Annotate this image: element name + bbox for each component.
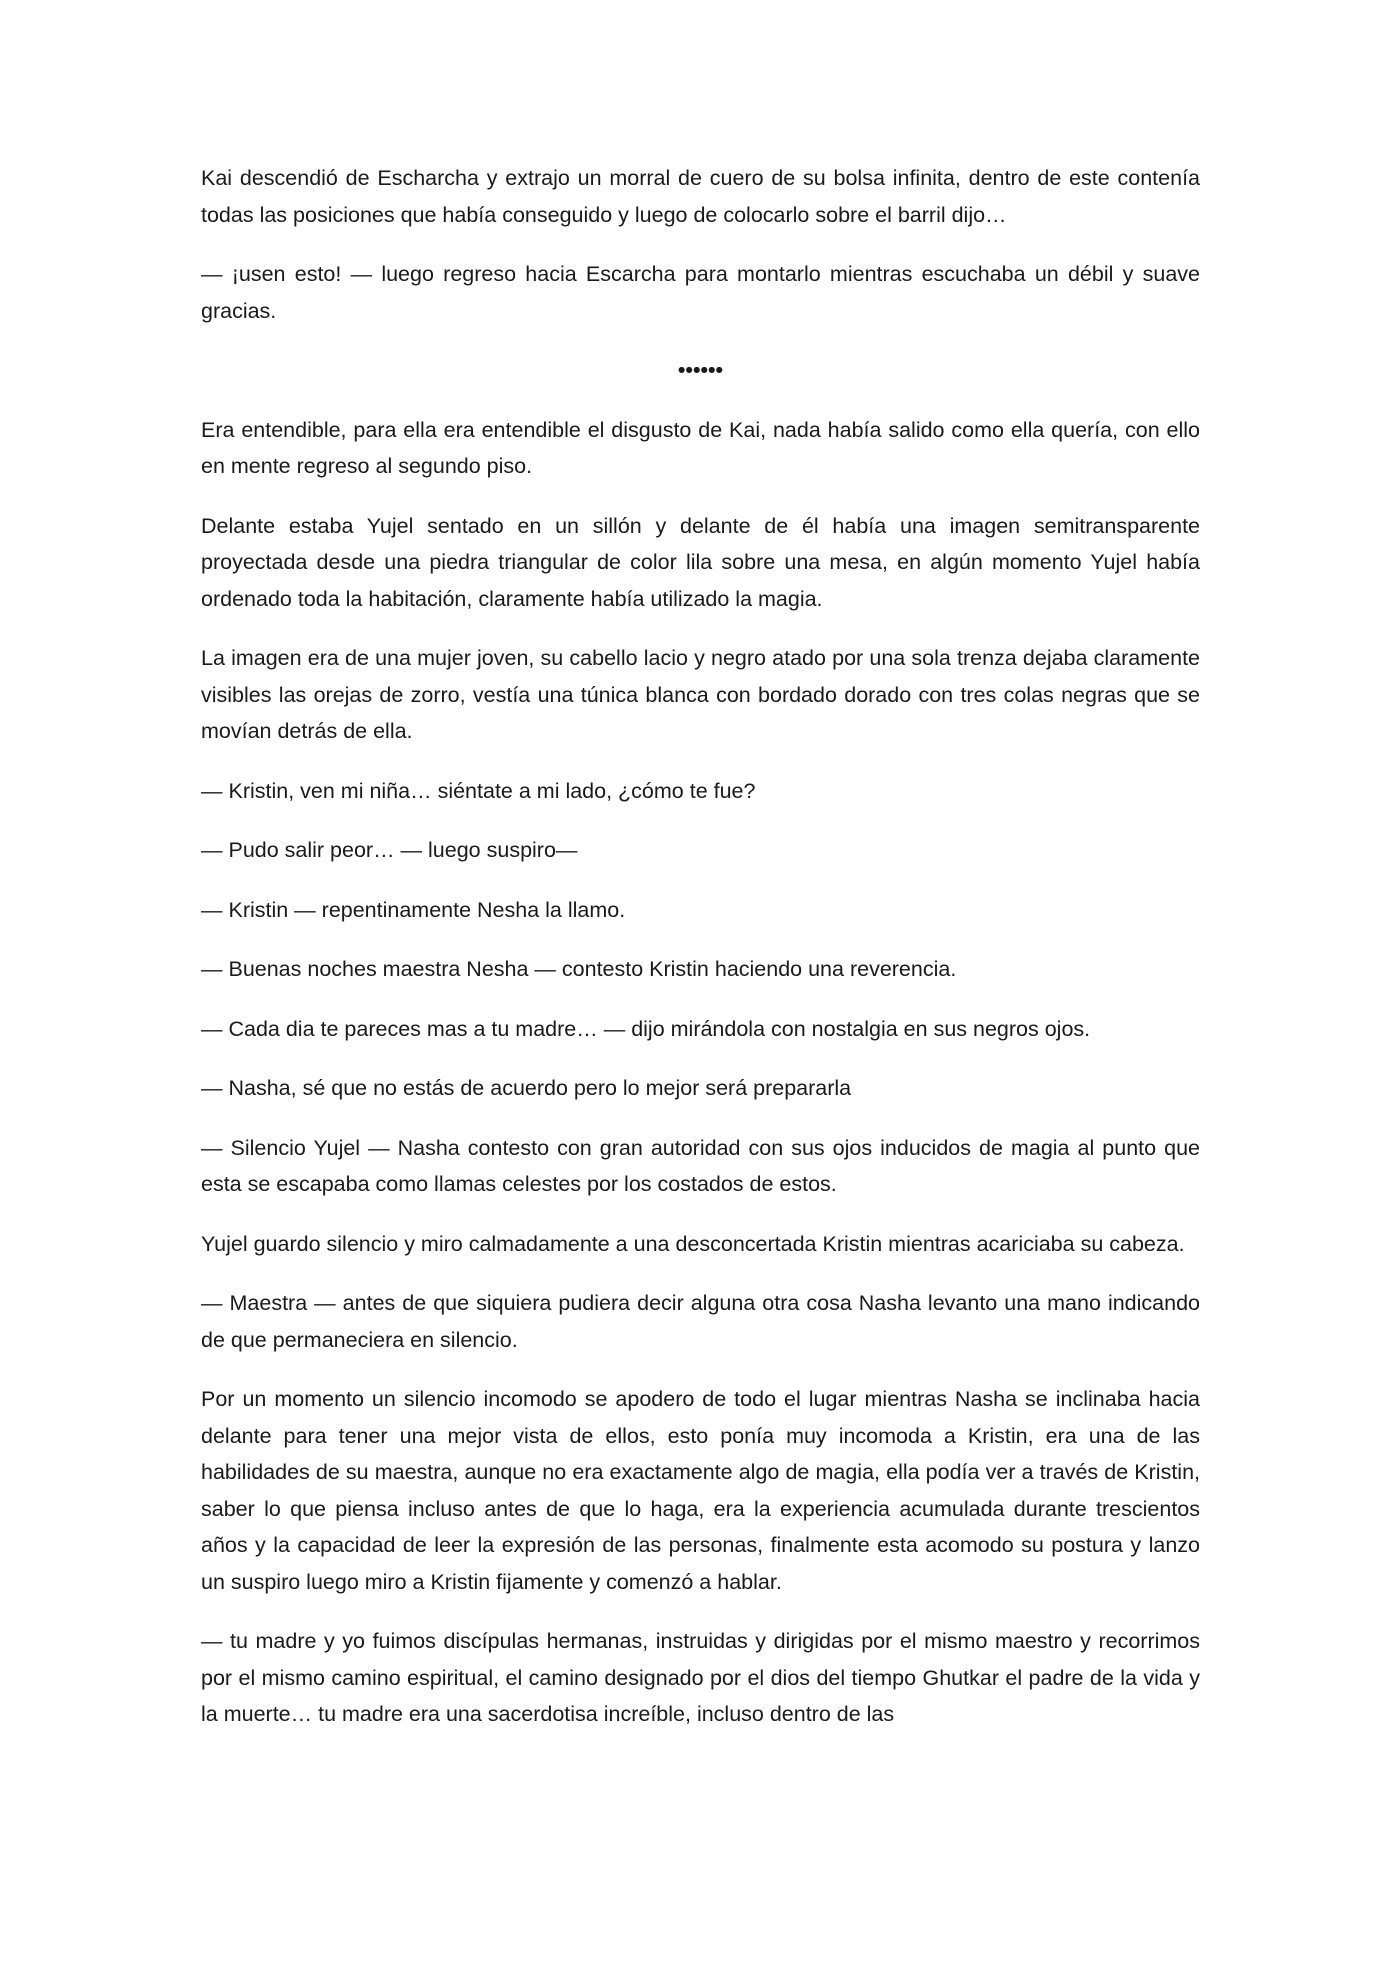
paragraph-3: Era entendible, para ella era entendible el disgusto de Kai, nada había salido como ella quería, con ello en mente regreso al segundo piso. xyxy=(201,417,1200,478)
dialogue-line-2: — Pudo salir peor… — luego suspiro— xyxy=(201,838,578,862)
paragraph-4: Delante estaba Yujel sentado en un sillón y delante de él había una imagen semitransparente proyectada desde una piedra triangular de color lila sobre una mesa, en algún momento Yujel había ordenado toda la habitación, claramente había utilizado la magia. xyxy=(201,513,1200,611)
document-body xyxy=(201,160,1200,1756)
paragraph-10: — tu madre y yo fuimos discípulas hermanas, instruidas y dirigidas por el mismo maestro y recorrimos por el mismo camino espiritual, el camino designado por el dios del tiempo Ghutkar el padre de la vida y la muerte… tu madre era una sacerdotisa increíble, incluso dentro de las xyxy=(201,1629,1200,1726)
dialogue-line-3: — Kristin — repentinamente Nesha la llamo. xyxy=(201,897,626,922)
dialogue-line-6: — Nasha, sé que no estás de acuerdo pero lo mejor será prepararla xyxy=(201,1076,852,1100)
scene-break: •••••• xyxy=(677,358,724,382)
paragraph-5: La imagen era de una mujer joven, su cabello lacio y negro atado por una sola trenza dejaba claramente visibles las orejas de zorro, vestía una túnica blanca con bordado dorado con tres colas negras que se movían detrás de ella. xyxy=(201,646,1200,743)
paragraph-7: Yujel guardo silencio y miro calmadamente a una desconcertada Kristin mientras acariciaba su cabeza. xyxy=(201,1231,1185,1256)
dialogue-line-5: — Cada dia te pareces mas a tu madre… — dijo mirándola con nostalgia en sus negros ojos. xyxy=(201,1016,1091,1041)
dialogue-line-1: — Kristin, ven mi niña… siéntate a mi lado, ¿cómo te fue? xyxy=(201,778,756,803)
dialogue-line-4: — Buenas noches maestra Nesha — contesto Kristin haciendo una reverencia. xyxy=(201,957,957,981)
paragraph-6: — Silencio Yujel — Nasha contesto con gran autoridad con sus ojos inducidos de magia al punto que esta se escapaba como llamas celestes por los costados de estos. xyxy=(201,1135,1200,1196)
paragraph-2: — ¡usen esto! — luego regreso hacia Escarcha para montarlo mientras escuchaba un débil y suave gracias. xyxy=(201,262,1200,323)
paragraph-1: Kai descendió de Escharcha y extrajo un morral de cuero de su bolsa infinita, dentro de este contenía todas las posiciones que había conseguido y luego de colocarlo sobre el barril dijo… xyxy=(201,166,1200,227)
paragraph-8: — Maestra — antes de que siquiera pudiera decir alguna otra cosa Nasha levanto una mano indicando de que permaneciera en silencio. xyxy=(201,1291,1200,1352)
paragraph-9: Por un momento un silencio incomodo se apodero de todo el lugar mientras Nasha se inclinaba hacia delante para tener una mejor vista de ellos, esto ponía muy incomoda a Kristin, era una de las habilidades de su maestra, aunque no era exactamente algo de magia, ella podía ver a través de Kristin, saber lo que piensa incluso antes de que lo haga, era la experiencia acumulada durante trescientos años y la capacidad de leer la expresión de las personas, finalmente esta acomodo su postura y lanzo un suspiro luego miro a Kristin fijamente y comenzó a hablar. xyxy=(201,1387,1200,1594)
